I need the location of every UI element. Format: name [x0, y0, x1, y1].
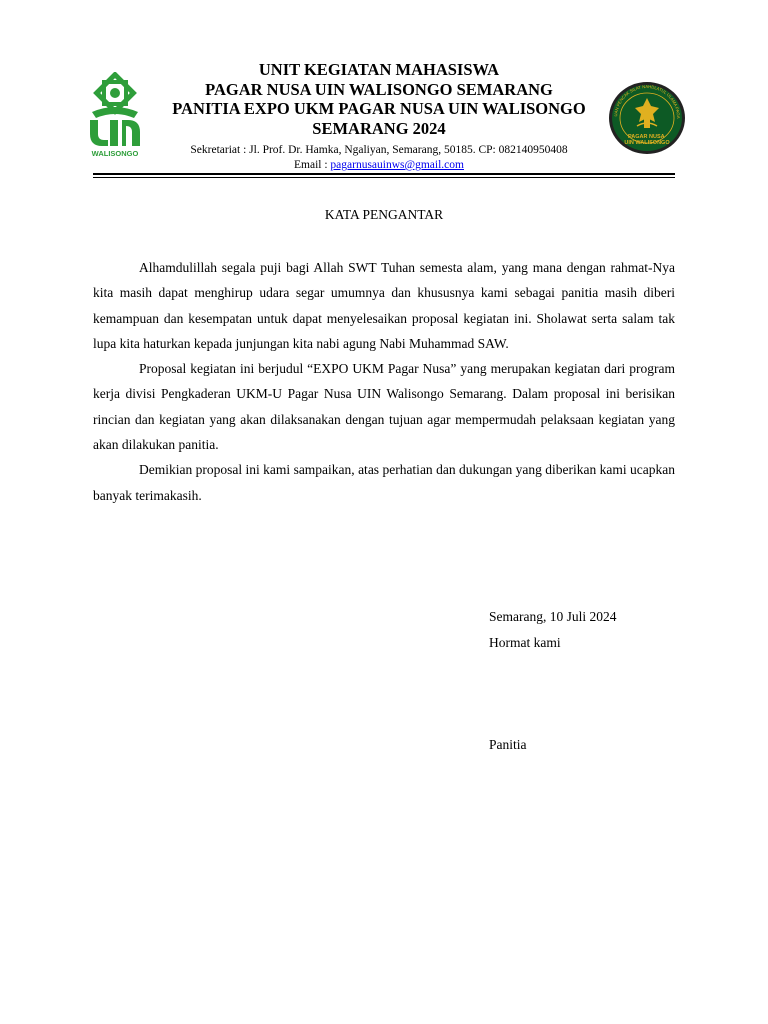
- paragraph-2: Proposal kegiatan ini berjudul “EXPO UKM Pagar Nusa” yang merupakan kegiatan dari program kerja divisi Pengkaderan UKM-U Pagar Nusa UIN Walisongo Semarang. Dalam proposal ini berisikan rincian dan kegiatan yang akan dilaksanakan dengan tujuan agar mempermudah pelaksaan kegiatan yang akan dilakukan panitia.: [93, 361, 675, 453]
- pagar-nusa-logo: [607, 80, 687, 156]
- place-date: Semarang, 10 Juli 2024: [489, 609, 617, 624]
- signer: Panitia: [489, 737, 527, 752]
- letterhead: [140, 60, 618, 173]
- email-label: Email :: [294, 159, 331, 171]
- left-logo-text: WALISONGO: [91, 149, 139, 158]
- paragraph-1: Alhamdulillah segala puji bagi Allah SWT Tuhan semesta alam, yang mana dengan rahmat-Nya kita masih dapat menghirup udara segar umumnya dan khususnya kami sebagai panitia masih diberi kemampuan dan kesempatan untuk dapat menyelesaikan proposal kegiatan ini. Sholawat serta salam tak lupa kita haturkan kepada junjungan kita nabi agung Nabi Muhammad SAW.: [93, 260, 675, 351]
- right-logo-text-bottom: PAGAR NUSA UIN WALISONGO: [624, 134, 670, 146]
- letterhead-line-1: UNIT KEGIATAN MAHASISWA: [258, 60, 500, 79]
- letterhead-address: Sekretariat : Jl. Prof. Dr. Hamka, Ngaliyan, Semarang, 50185. CP: 082140950408: [190, 144, 568, 156]
- letterhead-line-2: PAGAR NUSA UIN WALISONGO SEMARANG: [205, 79, 553, 99]
- letterhead-email-line: [140, 158, 618, 173]
- letterhead-divider-thin: [93, 177, 675, 178]
- document-title: KATA PENGANTAR: [324, 207, 444, 222]
- closing: Hormat kami: [489, 635, 561, 650]
- letterhead-divider-thick: [93, 173, 675, 175]
- paragraph-3: Demikian proposal ini kami sampaikan, atas perhatian dan dukungan yang diberikan kami ucapkan banyak terimakasih.: [93, 462, 675, 503]
- uin-walisongo-logo: [82, 72, 148, 158]
- letterhead-line-4: SEMARANG 2024: [312, 118, 446, 138]
- document-body: [93, 255, 675, 508]
- letterhead-line-3: PANITIA EXPO UKM PAGAR NUSA UIN WALISONGO: [172, 99, 586, 118]
- letterhead-title: [140, 60, 618, 138]
- email-link[interactable]: pagarnusauinws@gmail.com: [330, 159, 464, 171]
- right-logo-ring-text: UAN PENCAK SILAT NAHDLATUL ULAMA PAGA: [613, 83, 682, 119]
